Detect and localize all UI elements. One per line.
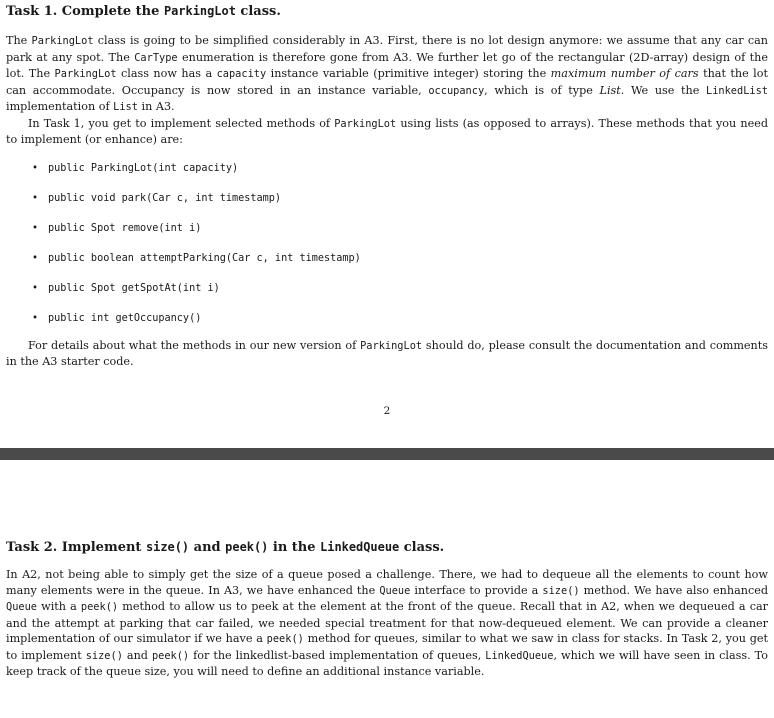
task1-section [6,4,768,370]
text-run: in the [268,540,321,555]
text-run: method to allow us to peek at the element at the front of the queue. Recall that in A2, when we dequeued a car and the attempt at parking that car failed, we needed special treatment for that now-dequeued element. We can provide a cleaner implementation of our simulator if we have a [6,600,768,645]
text-run: The [6,34,32,47]
text-run: Task 2. Implement [6,540,146,555]
text-run: In Task 1, you get to implement selected methods of [28,116,335,130]
bullet: • [32,222,39,234]
text-run: occupancy [428,84,485,97]
task1-heading: Task 1. Complete the ParkingLot class. [6,4,281,19]
text-run: maximum number of cars [550,67,699,80]
text-run: class. [399,540,445,555]
text-run: capacity [216,68,267,80]
text-run: for the linkedlist-based implementation of queues, [189,648,486,662]
method-item: • public void park(Car c, int timestamp) [6,184,768,214]
task1-paragraph-1 [6,33,768,116]
task1-paragraph-3 [6,338,768,370]
text-run: and [122,648,152,662]
text-run: enumeration is therefore gone from A3. We further let go of the rectangular (2D-array) design of the lot. The [6,50,768,80]
bullet: • [32,162,39,174]
text-run: class now has a [116,67,217,80]
text-run: ParkingLot [334,117,397,130]
text-run: CarType [134,51,178,64]
text-run: that the lot can accommodate. Occupancy is now stored in an instance variable, [6,67,768,97]
page-number: 2 [383,405,391,417]
text-run: using lists (as opposed to arrays). These methods that you need to implement (or enhance) are: [6,116,768,146]
text-run: LinkedList [706,84,768,97]
task1-paragraph-2 [6,116,768,148]
text-run: class is going to be simplified considerably in A3. First, there is no lot design anymore: we assume that any car can park at any spot. The [6,34,768,64]
text-run: in A3. [137,100,175,113]
text-run: method for queues, similar to what we saw in class for stacks. In Task 2, you get to implement [6,632,768,662]
method-item: • public Spot getSpotAt(int i) [6,274,768,304]
page-separator [0,448,774,460]
bullet: • [32,312,39,324]
text-run: ParkingLot [54,68,117,80]
text-run: size() [145,540,190,554]
text-run: For details about what the methods in our new version of [28,338,361,352]
text-run: Queue [379,584,411,597]
text-run: ParkingLot [31,35,94,47]
method-item: • public int getOccupancy() [6,304,768,334]
document-page-2 [0,460,774,718]
task2-heading [6,540,768,555]
text-run: method. We have also enhanced [579,583,768,597]
text-run: implementation of [6,100,114,113]
text-run: , which is of type [484,83,600,97]
text-run: List [113,101,138,113]
text-run: peek() [225,540,269,554]
method-item: • public Spot remove(int i) [6,214,768,244]
bullet: • [32,282,39,294]
text-run: . We use the [620,83,706,97]
text-run: size() [542,584,580,597]
text-run: Queue [6,601,37,613]
text-run: peek() [266,633,304,645]
text-run: List [599,83,621,97]
task2-paragraph-1 [6,567,768,680]
method-list [6,154,768,334]
text-run: peek() [151,649,190,662]
method-item: • public ParkingLot(int capacity) [6,154,768,184]
text-run: instance variable (primitive integer) storing the [266,67,551,80]
text-run: with a [37,600,81,613]
text-run: and [189,540,226,555]
text-run: , which we will have seen in class. To keep track of the queue size, you will need to define an additional instance variable. [6,648,768,678]
text-run: In A2, not being able to simply get the size of a queue posed a challenge. There, we had to dequeue all the elements to count how many elements were in the queue. In A3, we have enhanced the [6,568,768,597]
text-run: should do, please consult the documentation and comments in the A3 starter code. [6,338,768,368]
bullet: • [32,192,39,204]
method-item: • public boolean attemptParking(Car c, int timestamp) [6,244,768,274]
text-run: size() [85,649,123,662]
text-run: LinkedQueue [320,540,400,554]
text-run: LinkedQueue [485,649,554,662]
text-run: interface to provide a [410,583,543,597]
text-run: ParkingLot [360,339,423,352]
text-run: peek() [80,601,119,613]
task2-section [6,540,768,680]
bullet: • [32,252,39,264]
